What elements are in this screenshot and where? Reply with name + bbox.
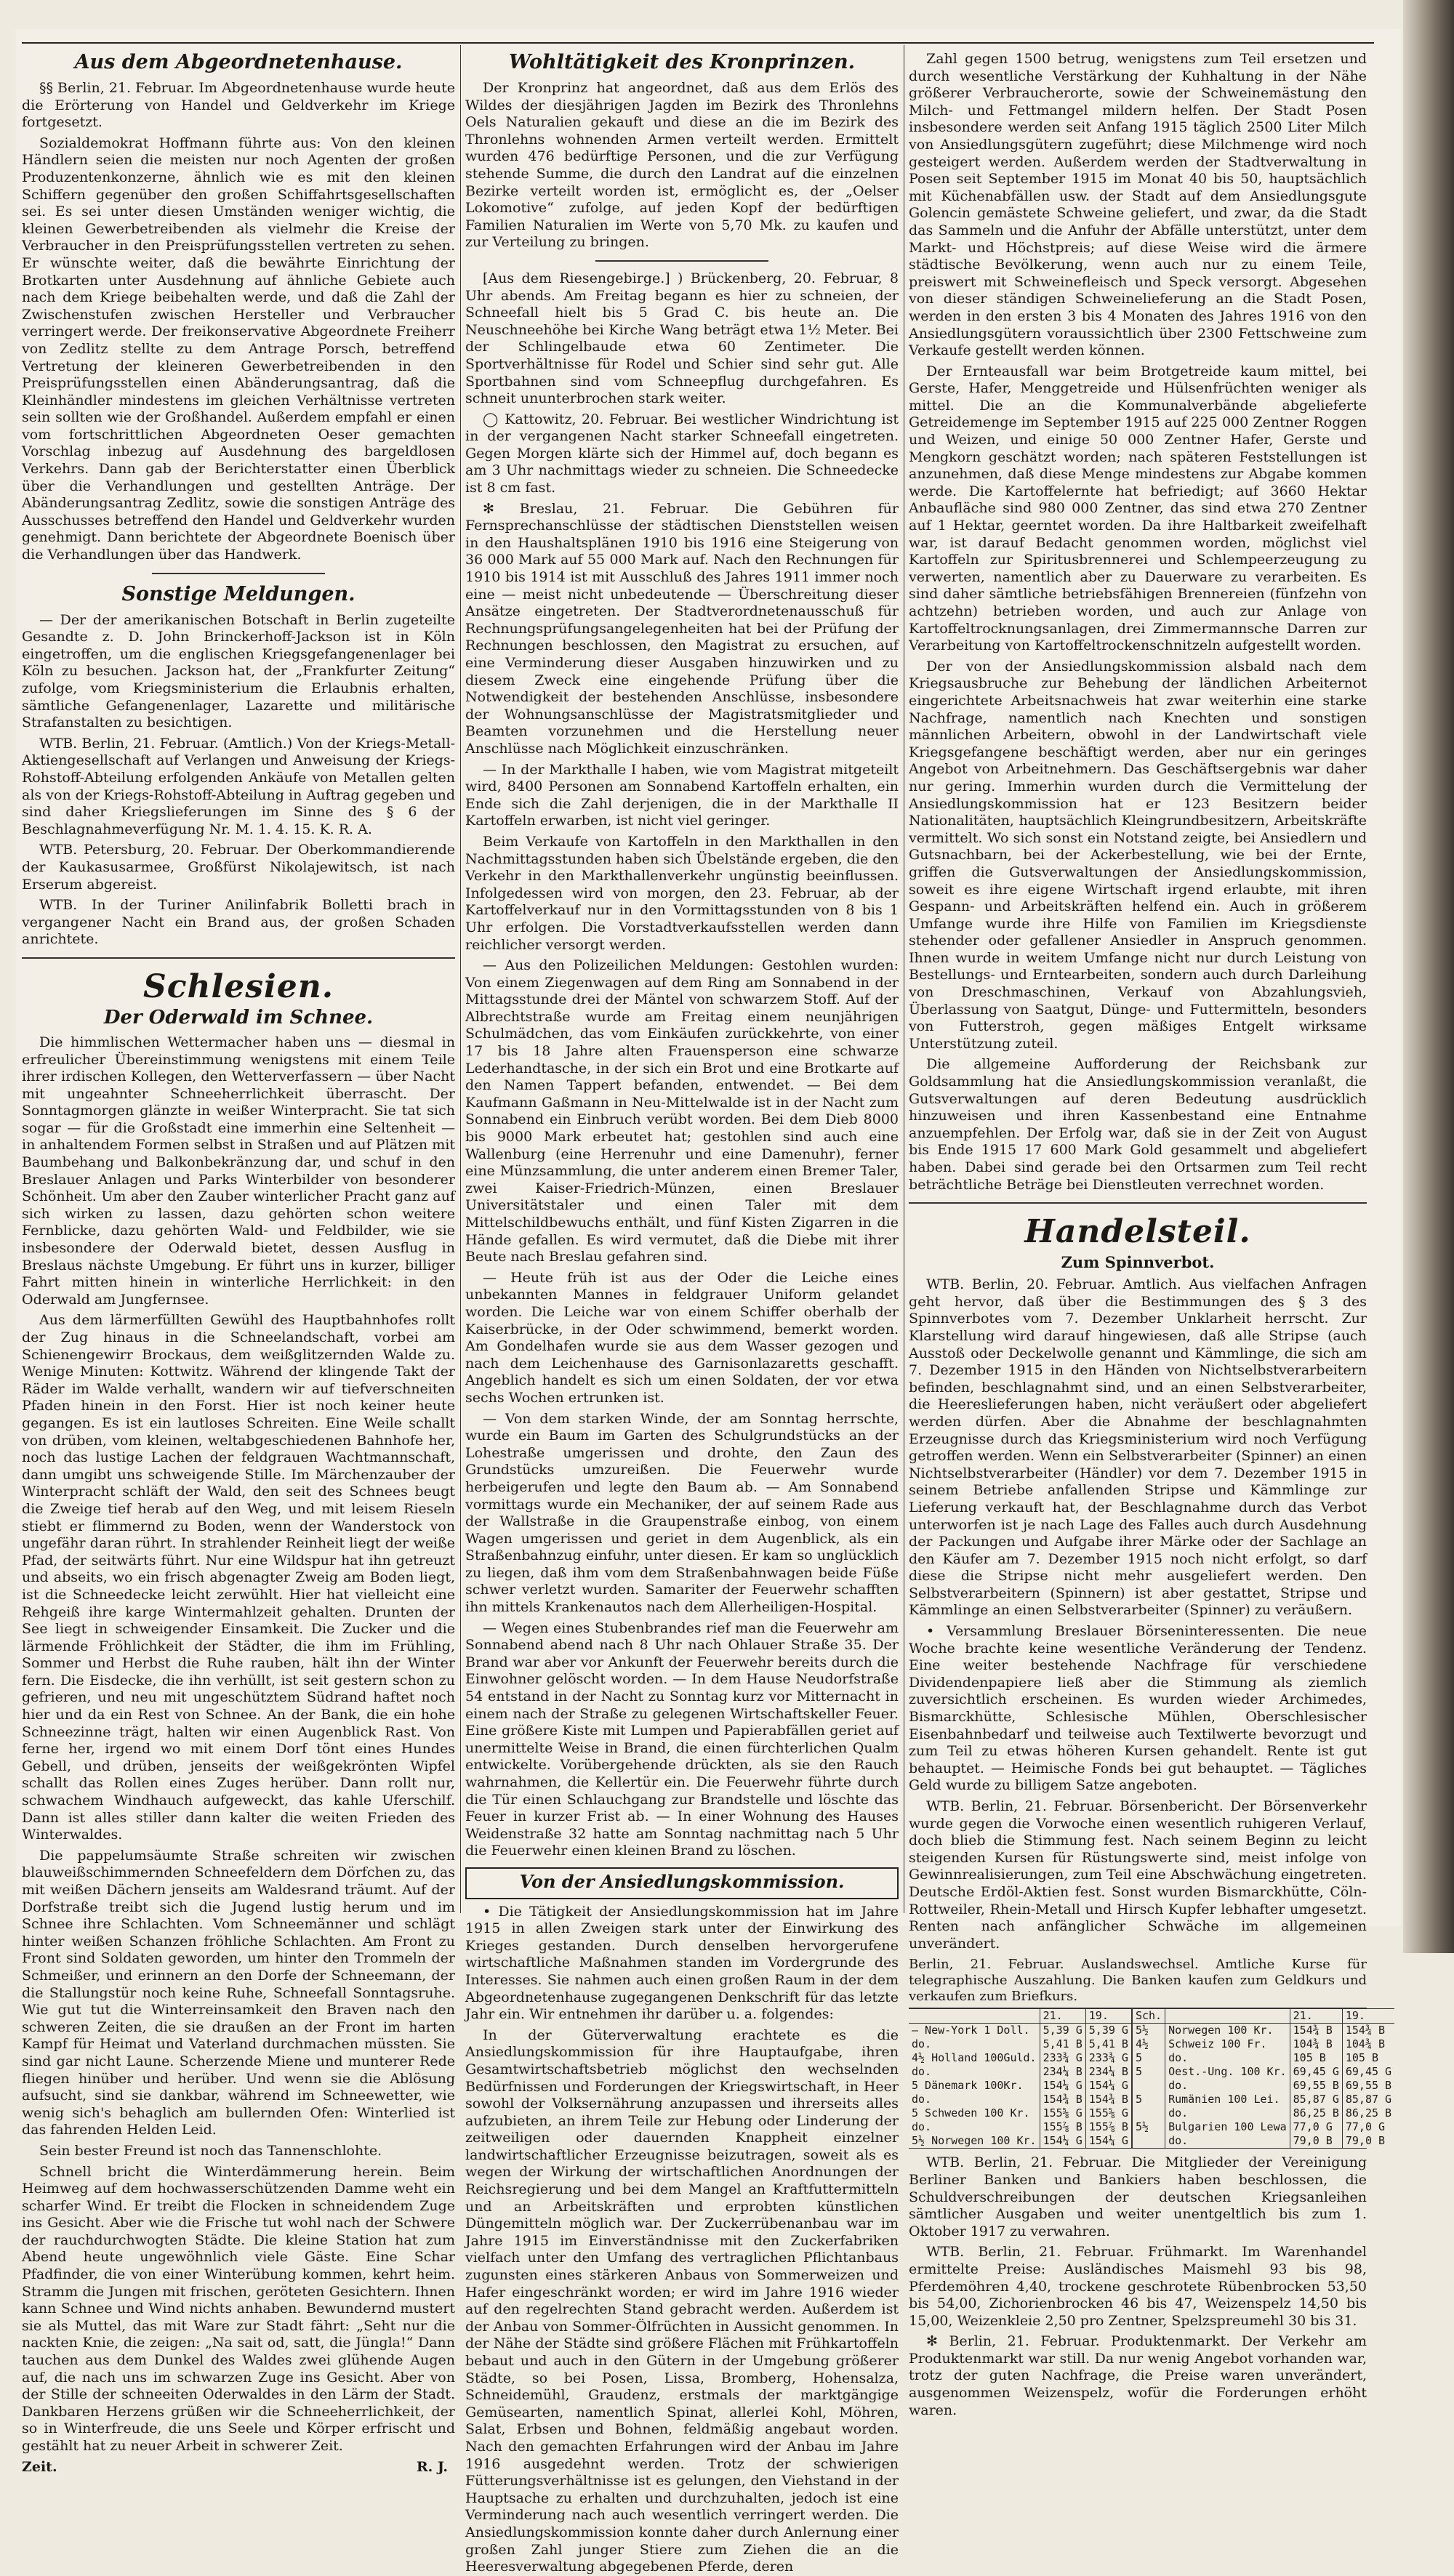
paragraph: Zahl gegen 1500 betrug, wenigstens zum Teil ersetzen und durch wesentliche Verstärkung der Kuhhaltung in der Nähe größerer Verbraucherorte, sowie der Schweinemästung den Milch- und Fettmangel mildern helfen. Der Stadt Posen insbesondere werden seit Anfang 1915 täglich 2500 Liter Milch von Ansiedlungsgütern zugeführt; diese Milchmenge wird noch gesteigert werden. Außerdem werden der Stadtverwaltung in Posen seit September 1915 im Monat 40 bis 50, hauptsächlich mit Küchenabfällen usw. der Stadt auf dem Ansiedlungsgute Golencin gemästete Schweine geliefert, und zwar, da die Stadt das Sammeln und die Anfuhr der Abfälle unterstützt, unter dem Markt- und Höchstpreis; auf diese Weise wird die ärmere städtische Bevölkerung, wenn auch nur zu einem Teile, preiswert mit Schweinefleisch und Speck versorgt. Abgesehen von dieser ständigen Schweinelieferung an die Stadt Posen, werden in den ersten 3 bis 4 Monaten des Jahres 1916 von den Ansiedlungsgütern voraussichtlich über 2300 Fettschweine zum Verkaufe gestellt werden können. [909,51,1367,359]
table-cell: 86,25 B [1342,2106,1394,2120]
table-cell: 233¾ G [1085,2051,1132,2065]
table-cell: 79,0 B [1290,2134,1342,2148]
table-cell: 154¼ G [1085,2079,1132,2093]
paragraph: [Aus dem Riesengebirge.] ) Brückenberg, 20. Februar, 8 Uhr abends. Am Freitag begann es hier zu schneien, der Schneefall hielt bis 5 Grad C. bis heute an. Die Neuschneehöhe bei Kirche Wang beträgt etwa 1½ Meter. Bei der Schlingelbaude etwa 60 Zentimeter. Die Sportverhältnisse für Rodel und Schier sind sehr gut. Alle Sportbahnen sind vom Schneepflug durchgefahren. Es schneit ununterbrochen stark weiter. [465,270,899,407]
paragraph: WTB. Petersburg, 20. Februar. Der Oberkommandierende der Kaukasusarmee, Großfürst Nikolajewitsch, ist nach Erserum abgereist. [22,842,455,893]
table-cell: 69,45 G [1342,2065,1394,2079]
article-market-reports [909,2154,1367,2419]
paragraph: WTB. Berlin, 21. Februar. Die Mitglieder der Vereinigung Berliner Banken und Bankiers haben beschlossen, die Schuldverschreibungen der deutschen Kriegsanleihen sämtlicher Ausgaben und weiter unentgeltlich bis zum 1. Oktober 1917 zu verwahren. [909,2154,1367,2239]
table-header-cell: 21. [1040,2009,1085,2024]
paragraph: Der von der Ansiedlungskommission alsbald nach dem Kriegsausbruche zur Behebung der ländlichen Arbeiternot eingerichtete Arbeitsnachweis hat zwar weiterhin eine starke Nachfrage, namentlich nach Knechten und sonstigen männlichen Arbeitern, obwohl in der Landwirtschaft viele Kriegsgefangene beschäftigt werden, aber nur ein geringes Angebot von Arbeitnehmern. Das Geschäftsergebnis war daher nur gering. Immerhin wurden durch die Vermittelung der Ansiedlungskommission hat er 123 Besitzern beider Nationalitäten, hauptsächlich Kleingrundbesitzern, Arbeitskräfte vermittelt. Wo sich sonst ein Notstand zeigte, bei Ansiedlern und Gutsnachbarn, bei der Ackerbestellung, wie bei der Ernte, griffen die Gutsverwaltungen der Ansiedlungskommission, soweit es ihre eigene Wirtschaft irgend erlaubte, mit ihren Gespann- und Arbeitskräften helfend ein. Auch in größerem Umfange wurde ihre Hilfe von Familien im Kriegsdienste stehender oder gefallener Ansiedler in Anspruch genommen. Ihnen wurde in weitem Umfange nicht nur durch Leistung von Bestellungs- und Erntearbeiten, sondern auch durch Darleihung von Dreschmaschinen, Verkauf von Abzahlungsvieh, Überlassung von Saatgut, Dünge- und Futtermitteln, besonders von Futterstroh, gegen mäßiges Entgelt wirksame Unterstützung zuteil. [909,658,1367,1052]
table-cell: 85,87 G [1290,2093,1342,2106]
paragraph: WTB. Berlin, 21. Februar. (Amtlich.) Von der Kriegs-Metall-Aktiengesellschaft auf Verlangen und Anweisung der Kriegs-Rohstoff-Abteilung erfolgenden Ankäufe von Metallen gelten als von der Kriegs-Rohstoff-Abteilung in Auftrag gegeben und sind daher Kriegslieferungen im Sinne des § 6 der Beschlagnahmeverfügung Nr. M. 1. 4. 15. K. R. A. [22,735,455,837]
article-title: Sonstige Meldungen. [121,582,356,605]
table-cell: do. [1165,2134,1290,2148]
table-cell: 155⅞ B [1040,2120,1085,2134]
divider [909,1202,1367,1204]
table-cell: 5½ Norwegen 100 Kr. [912,2134,1037,2148]
table-row [1133,2120,1394,2134]
table-row [909,2051,1132,2065]
table-cell: 4½ [1135,2037,1149,2051]
top-rule [22,42,1374,44]
table-cell: do. [1165,2106,1290,2120]
article-ansiedlung [465,1904,899,2576]
fx-table-right [1133,2008,1394,2148]
fx-table-left [909,2008,1133,2148]
table-cell: 154¾ B [1085,2093,1132,2106]
paragraph: WTB. Berlin, 21. Februar. Frühmarkt. Im Warenhandel ermittelte Preise: Ausländisches Maismehl 93 bis 98, Pferdemöhren 4,40, trockene geschrotete Rübenbrocken 53,50 bis 54,00, Zichorienbrocken 46 bis 47, Weizenspelz 14,50 bis 15,00, Weizenkleie 2,50 pro Zentner, Spelzspreumehl 30 bis 31. [909,2244,1367,2329]
paragraph: — Aus den Polizeilichen Meldungen: Gestohlen wurden: Von einem Ziegenwagen auf dem Ring am Sonnabend in der Mittagsstunde drei der Mäntel von schwarzem Stoff. Auf der Albrechtstraße wurde am Freitag einem neunjährigen Schulmädchen, das vom Einkäufen zurückkehrte, von einer 17 bis 18 Jahre alten Frauensperson eine schwarze Lederhandtasche, in der sich ein Brot und eine Brotkarte auf den Namen Tappert befanden, entwendet. — Bei dem Kaufmann Gaßmann in Neu-Mittelwalde ist in der Nacht zum Sonnabend ein Einbruch verübt worden. Bei dem Dieb 8000 bis 9000 Mark erbeutet hat; gestohlen sind auch eine Wallenburg (eine Herrenuhr und eine Damenuhr), ferner eine Münzsammlung, die unter anderem einen Bremer Taler, zwei Kaiser-Friedrich-Münzen, einen Breslauer Universitätstaler und einen Taler mit dem Mittelschildbewuchs enthält, und fünf Kisten Zigarren in die Hände gefallen. Es wird vermutet, daß die Diebe mit ihrer Beute nach Breslau gefahren sind. [465,957,899,1265]
table-cell: 77,0 G [1342,2120,1394,2134]
table-cell: 154¼ G [1040,2134,1085,2148]
paragraph: Die pappelumsäumte Straße schreiten wir zwischen blauweißschimmernden Schneefeldern dem Dörfchen zu, das mit weißen Dächern jenseits am Waldesrand träumt. Auf der Dorfstraße treibt sich die Jugend lustig herum und im Schnee ihre Schlachten. Vom Schneemänner und schlägt hinter weißen Schanzen fröhliche Schlachten. Am Front zu Front sind Soldaten geworden, um hinter den Trommeln der Schmeißer, und erinnern an den Dorfe der Schneemann, der die Stallungstür noch keine Ruhe, Schneefall Sonntagsruhe. Wie gut tut die Winterreinsamkeit den Braven nach den schweren Zeiten, die sie draußen an der Front im harten Kampf für Heimat und Vaterland durchmachen müssten. Sie sind gar nicht Laune. Scherzende Miene und munterer Rede fliegen hinüber und herüber. Und wenn sie die Ablösung aufsucht, sind sie dankbar, während im Schneewetter, wie wenig sich's behaglich am bullernden Ofen: Winterlied ist das fahrenden Helden Leid. [22,1847,455,2138]
table-cell: 5,39 G [1040,2024,1085,2038]
table-cell: 154¾ B [1290,2024,1342,2038]
article-kronprinz [465,51,899,251]
table-cell: 5 [1135,2093,1142,2106]
paragraph: Der Ernteausfall war beim Brotgetreide kaum mittel, bei Gerste, Hafer, Menggetreide und Hülsenfrüchten weniger als mittel. Die an die Kommunalverbände abgelieferte Getreidemenge im September 1915 auf 225 000 Zentner Roggen und Weizen, und einige 50 000 Zentner Hafer, Gerste und Mengkorn geschätzt worden; nach späteren Feststellungen ist anzunehmen, daß diese Menge mindestens zur Abgabe kommen werde. Die Kartoffelernte hat befriedigt; auf 3660 Hektar Anbaufläche sind 980 000 Zentner, das sind etwa 270 Zentner auf 1 Hektar, geerntet worden. Da ihre Haltbarkeit zweifelhaft war, ist darauf Bedacht genommen worden, möglichst viel Kartoffeln zur Spiritusbrennerei und Schlempeerzeugung zu verwerten, namentlich aber zu Dauerware zu verarbeiten. Es sind daher sämtliche betriebsfähigen Brennereien (fünfzehn von achtzehn) betrieben worden, und auch zur Anlage von Kartoffeltrocknungsanlagen, drei Zimmermannsche Darren zur Verarbeitung von Kartoffeltrockenschnitzeln aufgestellt worden. [909,363,1367,654]
table-cell: 5 [1135,2051,1142,2065]
paragraph: WTB. In der Turiner Anilinfabrik Bolletti brach in vergangener Nacht ein Brand aus, der großen Schaden anrichtete. [22,897,455,948]
table-row [1133,2065,1394,2079]
ansiedlung-box [465,1867,899,1899]
table-cell: 154¼ G [1040,2079,1085,2093]
table-cell: 5½ [1135,2120,1149,2134]
article-abgeordnetenhaus [22,51,455,564]
column-rule [460,45,461,1913]
table-cell: 5,41 B [1085,2037,1132,2051]
paragraph: Der Kronprinz hat angeordnet, daß aus dem Erlös des Wildes der diesjährigen Jagden im Bezirk des Thronlehns Oels Naturalien gekauft und diese an die im Bezirk des Thronlehns wohnenden Armen verteilt werden. Ermittelt wurden 476 bedürftige Personen, und die zur Verfügung stehende Summe, die durch den Landrat auf die einzelnen Bezirke verteilt worden ist, ermöglicht es, der „Oelser Lokomotive“ zufolge, auf jeden Kopf der bedürftigen Familien Naturalien im Werte von 5,70 Mk. zu kaufen und zur Verteilung zu bringen. [465,80,899,251]
table-cell: do. [912,2093,932,2106]
paragraph: §§ Berlin, 21. Februar. Im Abgeordnetenhause wurde heute die Erörterung von Handel und Geldverkehr im Kriege fortgesetzt. [22,80,455,131]
table-cell: do. [1165,2079,1290,2093]
table-cell: 5,41 B [1040,2037,1085,2051]
table-row [1133,2093,1394,2106]
table-cell: 234¼ B [1040,2065,1085,2079]
table-cell: 154¾ B [1342,2024,1394,2038]
table-row [909,2037,1132,2051]
table-cell: 77,0 G [1290,2120,1342,2134]
closing-word: Zeit. [22,2458,57,2475]
fx-table-title: Berlin, 21. Februar. Auslandswechsel. Amtliche Kurse für telegraphische Auszahlung. Die Banken kaufen zum Geldkurs und verkaufen zum Briefkurs. [909,1957,1367,2005]
table-header-cell: 21. [1290,2009,1342,2024]
paragraph: Beim Verkaufe von Kartoffeln in den Markthallen in den Nachmittagsstunden haben sich Übelstände ergeben, die den Verkehr in den Markthallenverkehr ungünstig beeinflussen. Infolgedessen wird von morgen, den 23. Februar, ab der Kartoffelverkauf nur in den Vormittagsstunden von 8 bis 1 Uhr erfolgen. Die Vorstadtverkaufsstellen werden dann reichlicher versorgt werden. [465,833,899,953]
section-heading: Handelsteil. [1024,1213,1251,1251]
section-handelsteil [909,1214,1367,1952]
table-row [909,2024,1132,2038]
table-cell: 5 Schweden 100 Kr. [912,2106,1030,2120]
table-cell: 154¼ G [1085,2134,1132,2148]
table-row [909,2120,1132,2134]
column-1 [22,51,455,2475]
table-cell: 104¾ B [1290,2037,1342,2051]
table-cell: 105 B [1290,2051,1342,2065]
paragraph: In der Güterverwaltung erachtete es die Ansiedlungskommission für ihre Hauptaufgabe, ihren Gesamtwirtschaftsbetrieb möglichst den wechselnden Bedürfnissen und Forderungen der Kriegswirtschaft, in Heer sowohl der Volksernährung anzupassen und ihrerseits alles aufzubieten, an ihrem Teile zur Hebung oder Linderung der zeitweiligen oder dauernden Knappheit einzelner landwirtschaftlicher Erzeugnisse beizutragen, soweit als es wegen der Wirkung der wirtschaftlichen Anordnungen der Reichsregierung und bei dem Mangel an Kraftfuttermitteln und an Arbeitskräften und erprobten künstlichen Düngemitteln möglich war. Der Zuckerrübenanbau war im Jahre 1915 im Einverständnisse mit den Zuckerfabriken vielfach unter den Umfang des vertraglichen Pflichtanbaus zugunsten eines stärkeren Anbaus von Sommerweizen und Hafer eingeschränkt worden; er wird im Jahre 1916 wieder auf den regelrechten Stand gebracht werden. Außerdem ist der Anbau von Sommer-Ölfrüchten in Aussicht genommen. In der Nähe der Städte sind größere Flächen mit Frühkartoffeln bebaut und auch in den Gütern in der Umgebung größerer Städte, so bei Posen, Lissa, Bromberg, Hohensalza, Schneidemühl, Graudenz, erstmals der marktgängige Gemüsearten, namentlich Spinat, allerlei Kohl, Möhren, Salat, Erbsen und Bohnen, feldmäßig angebaut worden. Nach den gemachten Erfahrungen wird der Anbau im Jahre 1916 ausgedehnt werden. Trotz der schwierigen Fütterungsverhältnisse ist es gelungen, den Viehstand in der Hauptsache zu erhalten und durchzuhalten, jedoch ist eine Verminderung nach auch wesentlich verringert werden. Die Ansiedlungskommission konnte daher durch Anlernung einer großen Zahl junger Stiere zum Ziehen die an die Heeresverwaltung abgegebenen Pferde, deren [465,2026,899,2575]
table-cell: Schweiz 100 Fr. [1165,2037,1290,2051]
table-row [1133,2024,1394,2038]
table-cell: do. [1165,2051,1290,2065]
table-row [1133,2037,1394,2051]
paragraph: — Der der amerikanischen Botschaft in Berlin zugeteilte Gesandte z. D. John Brinckerhoff-Jackson ist in Köln eingetroffen, um die englischen Kriegsgefangenenlager bei Köln zu besuchen. Jackson hat, der „Frankfurter Zeitung“ zufolge, vom Kriegsministerium die Erlaubnis erhalten, sämtliche Gefangenenlager, Lazarette und militärische Strafanstalten zu besichtigen. [22,611,455,731]
table-header-row [1133,2009,1394,2024]
table-cell: do. [912,2065,932,2079]
article-local-news [465,270,899,1860]
author-signature: R. J. [416,2458,448,2475]
table-cell: 105 B [1342,2051,1394,2065]
paragraph: — Heute früh ist aus der Oder die Leiche eines unbekannten Mannes in feldgrauer Uniform gelandet worden. Die Leiche war von einem Schiffer oberhalb der Kaiserbrücke, in der Oder schwimmend, bemerkt worden. Am Gondelhafen wurde sie aus dem Wasser gezogen und nach dem Leichenhause des Garnisonlazaretts geschafft. Angeblich handelt es sich um einen Soldaten, der vor etwa sechs Wochen ertrunken ist. [465,1269,899,1406]
paragraph: ✻ Berlin, 21. Februar. Produktenmarkt. Der Verkehr am Produktenmarkt war still. Da nur wenig Angebot vorhanden war, trotz der guten Nachfrage, die Preise waren unverändert, ausgenommen Weizenspelz, wofür die Forderungen erhöht waren. [909,2333,1367,2418]
table-cell: 5½ [1135,2024,1149,2037]
table-cell: 154¾ B [1040,2093,1085,2106]
table-cell: 155⅝ G [1040,2106,1085,2120]
paragraph: WTB. Berlin, 21. Februar. Börsenbericht. Der Börsenverkehr wurde gegen die Vorwoche einen wesentlich ruhigeren Verlauf, doch blieb die Stimmung fest. Nach seinem Beginn zu leicht steigenden Kursen für Rüstungswerte sind, meist infolge von Gewinnrealisierungen, zum Teil eine Abschwächung eingetreten. Deutsche Erdöl-Aktien fest. Sonst wurden Bismarckhütte, Cöln-Rottweiler, Rhein-Metall und Hirsch Kupfer lebhafter umgesetzt. Renten nach anfänglicher Schwäche im allgemeinen unverändert. [909,1798,1367,1952]
table-cell: 79,0 B [1342,2134,1394,2148]
table-row [909,2134,1132,2148]
table-header-cell: 19. [1085,2009,1132,2024]
article-title: Wohltätigkeit des Kronprinzen. [508,51,856,73]
paragraph: • Versammlung Breslauer Börseninteressenten. Die neue Woche brachte keine wesentliche Veränderung der Tendenz. Eine weiter bestehende Nachfrage für verschiedene Dividendenpapiere ließ aber die Stimmung als ziemlich zuversichtlich erscheinen. Es wurden wieder Archimedes, Bismarckhütte, Schlesische Mühlen, Oberschlesischer Eisenbahnbedarf und teilweise auch Textilwerte bevorzugt und zum Teil zu etwas höheren Kursen gehandelt. Rente ist gut behauptet. — Heimische Fonds bei gut behauptet. — Tägliches Geld wurde zu billigem Satze angeboten. [909,1623,1367,1794]
article-subtitle: Zum Spinnverbot. [1061,1253,1215,1272]
paragraph: — Von dem starken Winde, der am Sonntag herrschte, wurde ein Baum im Garten des Schulgrundstücks an der Lohestraße umgerissen und drohte, den Zaun des Grundstücks umzureißen. Die Feuerwehr wurde herbeigerufen und legte den Baum ab. — Am Sonnabend vormittags wurde ein Mechaniker, der auf seinem Rade aus der Wallstraße in die Graupenstraße einbog, von einem Wagen umgerissen und geriet in dem Augenblick, als ein Straßenbahnzug einfuhr, unter diesen. Er kam so unglücklich zu liegen, daß ihm vom dem Straßenbahnwagen beide Füße schwer verletzt wurden. Samariter der Feuerwehr schafften ihn mittels Krankenautos nach dem Allerheiligen-Hospital. [465,1410,899,1616]
paragraph: Sozialdemokrat Hoffmann führte aus: Von den kleinen Händlern seien die meisten nur noch Agenten der großen Produzentenkonzerne, ähnlich wie es mit den kleinen Schiffern gegenüber den großen Schiffahrtsgesellschaften sei. Es sei unter diesen Umständen weniger wichtig, die kleinen Gewerbetreibenden als vielmehr die Kreise der Verbraucher in den Preisprüfungsstellen vertreten zu sehen. Er wünschte weiter, daß die bewährte Einrichtung der Brotkarten unter Ausdehnung auf ähnliche Gebiete auch nach dem Kriege beibehalten werde, und daß die Zahl der Zwischenstufen zwischen Hersteller und Verbraucher verringert werde. Der freikonservative Abgeordnete Freiherr von Zedlitz stellte zu dem Antrage Porsch, betreffend Vertretung der kleineren Gewerbetreibenden in den Preisprüfungsstellen einen Abänderungsantrag, daß die Kleinhändler mindestens im gleichen Verhältnisse vertreten sein sollten wie der Großhandel. Außerdem empfahl er einen vom fortschrittlichen Abgeordneten Oeser gemachten Vorschlag inbezug auf Ausdehnung des bargeldlosen Verkehrs. Dann gab der Berichterstatter einen Überblick über die Verhandlungen und gestellten Anträge. Der Abänderungsantrag Zedlitz, sowie die sonstigen Anträge des Ausschusses betreffend den Handel und Geldverkehr wurden genehmigt. Dann berichtete der Abgeordnete Boenisch über die Verhandlungen über das Handwerk. [22,134,455,563]
table-header-cell [909,2009,1040,2024]
table-cell: 233¾ G [1040,2051,1085,2065]
table-cell: do. [912,2120,932,2134]
table-cell: 5 Dänemark 100Kr. [912,2079,1024,2093]
table-header-cell: Sch. [1133,2009,1165,2024]
paragraph: Schnell bricht die Winterdämmerung herein. Beim Heimweg auf dem hochwasserschützenden Damme weht ein scharfer Wind. Er treibt die Flocken in schneidendem Zuge ins Gesicht. Aber wie die Frische tut wohl nach der Schwere der rauchdurchwogten Städte. Die kleine Station hat zum Abend heute ungewöhnlich viele Gäste. Eine Schar Pfadfinder, die von einer Winterübung kommen, kehrt heim. Stramm die Jungen mit frischen, geröteten Gesichtern. Ihnen kann Schnee und Wind nichts anhaben. Bewundernd mustert sie als Muttel, das mit Ware zur Stadt fährt: „Seht nur die nackten Knie, die zeigen: „Na sait od, satt, die Jüngla!“ Dann tauchen aus dem Dunkel des Waldes zwei glühende Augen auf, die nach uns im schwarzen Zuge ins Gesicht. Aber von der Stille der schneeiten Oderwaldes in den Lärm der Stadt. Dankbaren Herzens grüßen wir die Schneeherrlichkeit, der so in Winterfreude, die uns Seele und Körper erfrischt und gestählt hat zu neuer Arbeit in schwerer Zeit. [22,2163,455,2454]
table-cell: Rumänien 100 Lei. [1165,2093,1290,2106]
table-cell: Norwegen 100 Kr. [1165,2024,1290,2038]
table-cell: 85,87 G [1342,2093,1394,2106]
article-meldungen [22,583,455,949]
table-row [909,2093,1132,2106]
divider [22,957,455,959]
section-heading: Schlesien. [142,967,334,1005]
table-cell: — New-York 1 Doll. [912,2024,1030,2037]
table-row [1133,2106,1394,2120]
table-cell: 5,39 G [1085,2024,1132,2038]
paragraph: Die allgemeine Aufforderung der Reichsbank zur Goldsammlung hat die Ansiedlungskommission veranlaßt, die Gutsverwaltungen auf deren Bedeutung ausdrücklich hinzuweisen und ihren Kassenbestand eine Entnahme anzuempfehlen. Der Erfolg war, daß sie in der Zeit von August bis Ende 1915 17 600 Mark Gold gesammelt und abgeliefert haben. Dabei sind gerade bei den Ortsarmen zum Teil recht beträchtliche Beträge bei Dienstleuten verrechnet worden. [909,1056,1367,1193]
table-cell: 155⅞ B [1085,2120,1132,2134]
paragraph: Sein bester Freund ist noch das Tannenschlohte. [39,2142,382,2159]
article-title: Aus dem Abgeordnetenhause. [74,51,403,73]
column-3 [909,51,1392,2418]
divider [595,260,768,262]
article-subtitle: Der Oderwald im Schnee. [103,1006,374,1029]
paragraph: ◯ Kattowitz, 20. Februar. Bei westlicher Windrichtung ist in der vergangenen Nacht starker Schneefall eingetreten. Gegen Morgen klärte sich der Himmel auf, doch begann es am 3 Uhr nachmittags wieder zu schneien. Die Schneedecke ist 8 cm fast. [465,411,899,496]
table-cell: Bulgarien 100 Lewa [1165,2120,1290,2134]
table-cell: 69,55 B [1290,2079,1342,2093]
table-cell [1133,2079,1165,2093]
table-row [1133,2051,1394,2065]
signature-line [22,2459,455,2476]
book-binding-edge [1403,0,1454,1953]
table-header-cell [1165,2009,1290,2024]
table-row [909,2065,1132,2079]
article-title: Von der Ansiedlungskommission. [519,1870,845,1892]
divider [152,573,325,574]
article-ansiedlung-continued [909,51,1367,1194]
paragraph: — In der Markthalle I haben, wie vom Magistrat mitgeteilt wird, 8400 Personen am Sonnabend Kartoffeln erhalten, ein Ende sich die Zahl derjenigen, die in der Markthalle II Kartoffeln erwarben, ist nicht viel geringer. [465,761,899,829]
paragraph: Die himmlischen Wettermacher haben uns — diesmal in erfreulicher Übereinstimmung wenigstens mit einem Teile ihrer irdischen Kollegen, den Wetterverfassern — über Nacht mit ungeahnter Schneeherrlichkeit überrascht. Der Sonntagmorgen glänzte in weißer Winterpracht. Sie tat sich sogar — für die Großstadt eine immerhin eine Seltenheit — in anhaltendem Formen selbst in Straßen und auf Plätzen mit Baumbehang und Balkonbekränzung dar, und schuf in den Breslauer Anlagen und Parks Winterbilder von besonderer Schönheit. Um aber den Zauber winterlicher Pracht ganz auf sich wirken zu lassen, dazu gehörten schon weitere Fernblicke, dazu gehörten Wald- und Feldbilder, wie sie insbesondere der Oderwald bietet, dessen Ausflug in Breslaus nächste Umgebung. Er führt uns in kurzer, billiger Fahrt mitten hinein in winterliche Herrlichkeit: in den Oderwald am Jungfernsee. [22,1034,455,1308]
table-row [909,2106,1132,2120]
table-row [1133,2134,1394,2148]
table-cell: 234¼ B [1085,2065,1132,2079]
table-cell: 86,25 B [1290,2106,1342,2120]
table-header-row [909,2009,1132,2024]
column-2 [465,51,899,2575]
fx-table [909,2008,1392,2149]
table-cell [1133,2134,1165,2148]
table-row [909,2079,1132,2093]
section-schlesien [22,969,455,2476]
paragraph: WTB. Berlin, 20. Februar. Amtlich. Aus vielfachen Anfragen geht hervor, daß über die Bestimmungen des § 3 des Spinnverbotes vom 7. Dezember Unklarheit herrscht. Zur Klarstellung wird darauf hingewiesen, daß alle Stripse (auch Ausstoß oder Deckelwolle genannt und Kämmlinge, die sich am 7. Dezember 1915 in den Händen von Nichtselbstverarbeitern befinden, beschlagnahmt sind, und an einen Selbstverarbeiter, die Heereslieferungen haben, nicht veräußert oder abgeliefert werden dürfen. Aber die Abnahme der beschlagnahmten Erzeugnisse durch das Kriegsministerium wird noch Verfügung getroffen werden. Wenn ein Selbstverarbeiter (Spinner) an einen Nichtselbstverarbeiter (Händler) vor dem 7. Dezember 1915 in seinem Betriebe anfallenden Stripse und Kämmlinge zur Lieferung verkauft hat, der Beschlagnahme durch das Verbot unterworfen ist je nach Lage des Falles auch durch Ausdehnung der Packungen und Aufgabe ihrer Märke oder der Sachlage an den Käufer am 7. Dezember 1915 noch nicht erfolgt, so darf diese die Stripse nicht mehr ausgeliefert werden. Den Selbstverarbeitern (Spinnern) ist aber gestattet, Stripse und Kämmlinge an einen Selbstverarbeiter (Spinner) zu veräußern. [909,1276,1367,1619]
table-cell: 69,45 G [1290,2065,1342,2079]
paragraph: Aus dem lärmerfüllten Gewühl des Hauptbahnhofes rollt der Zug hinaus in die Schneelandschaft, vorbei am Schienengewirr Brockaus, dem weißglitzernden Walde zu. Wenige Minuten: Kottwitz. Während der klingende Takt der Räder im Walde verhallt, wandern wir auf tiefverschneiten Pfaden hinein in den Forst. Hier ist noch keiner heute gegangen. Es ist ein lautloses Schreiten. Eine Weile schallt von drüben, vom kleinen, weltabgeschiedenen Bahnhofe her, noch das lustige Lachen der feldgrauen Wachtmannschaft, dann umgibt uns schweigende Stille. Im Märchenzauber der Winterpracht schläft der Wald, den seit des Schnees beugt die Zweige tief herab auf den Weg, und mit leisem Rieseln stiebt er flimmernd zu Boden, wenn der Wanderstock von ungefähr daran rührt. In strahlender Reinheit liegt der weiße Pfad, der seitwärts führt. Nur eine Wildspur hat ihn getreuzt und abseits, wo ein frisch abgenagter Zweig am Boden liegt, ist die Schneedecke leicht zerwühlt. Hier hat vielleicht eine Rehgeiß ihre karge Wintermahlzeit gehalten. Drunten der See liegt in schweigender Einsamkeit. Die Zucker und die lärmende Fröhlichkeit der Städter, die ihm im Frühling, Sommer und Herbst die Ruhe rauben, hält ihn der Winter fern. Die Eisdecke, die ihn verhüllt, ist seit gestern schon zu gefrieren, und neu mit ungeschütztem Südrand haftet noch hier und da ein Rest von Schnee. An der Bank, die ein hohe Schneezinne trägt, halten wir einen Augenblick Rast. Von ferne her, irgend wo mit einem Dorf tönt eines Hundes Gebell, und drüben, jenseits der weißgekrönten Wipfel schallt das Rollen eines Zuges herüber. Dann rollt nur, schwachem Windhauch aufgeweckt, das kahle Uferschilf. Dann ist alles stiller dann kalter die weiten Frieden des Winterwaldes. [22,1312,455,1843]
paragraph: — Wegen eines Stubenbrandes rief man die Feuerwehr am Sonnabend abend nach 8 Uhr nach Ohlauer Straße 35. Der Brand war aber vor Ankunft der Feuerwehr bereits durch die Einwohner gelöscht worden. — In dem Hause Neudorfstraße 54 entstand in der Nacht zu Sonntag kurz vor Mitternacht in einem nach der Straße zu gelegenen Wirtschaftskeller Feuer. Eine größere Kiste mit Lumpen und Papierabfällen geriet auf unermittelte Weise in Brand, die einen fürchterlichen Qualm entwickelte. Vorübergehende drückten, als sie den Rauch wahrnahmen, die Kellertür ein. Die Feuerwehr führte durch die Tür einen Schlauchgang zur Brandstelle und löschte das Feuer in kurzer Frist ab. — In einer Wohnung des Hauses Weidenstraße 32 hatte am Sonntag nachmittag nach 5 Uhr die Feuerwehr einen kleinen Brand zu löschen. [465,1619,899,1859]
table-header-cell: 19. [1342,2009,1394,2024]
table-cell: 5 [1135,2065,1142,2079]
table-cell: Oest.-Ung. 100 Kr. [1165,2065,1290,2079]
table-cell [1133,2106,1165,2120]
table-cell: 104¾ B [1342,2037,1394,2051]
paragraph: • Die Tätigkeit der Ansiedlungskommission hat im Jahre 1915 in allen Zweigen stark unter der Einwirkung des Krieges gestanden. Durch denselben hervorgerufene wirtschaftliche Maßnahmen standen im Vordergrunde des Interesses. Sie nahmen auch einen großen Raum in der dem Abgeordnetenhause zugegangenen Denkschrift für das letzte Jahr ein. Wir entnehmen ihr darüber u. a. folgendes: [465,1903,899,2023]
table-cell: 4½ Holland 100Guld. [912,2051,1037,2065]
table-cell: 69,55 B [1342,2079,1394,2093]
table-cell: do. [912,2037,932,2051]
paragraph: ✻ Breslau, 21. Februar. Die Gebühren für Fernsprechanschlüsse der städtischen Dienststellen weisen in den Haushaltsplänen 1910 bis 1916 eine Steigerung von 36 000 Mark auf 55 000 Mark auf. Nach den Rechnungen für 1910 bis 1914 ist mit Ausschluß des Jahres 1911 immer noch eine — meist nicht unbedeutende — Überschreitung dieser Ansätze eingetreten. Der Stadtverordnetenausschuß für Rechnungsprüfungsangelegenheiten hat bei der Prüfung der Rechnungen beschlossen, den Magistrat zu ersuchen, auf eine Verminderung dieser Ausgaben hinzuwirken und zu diesem Zweck eine eingehende Prüfung über die Notwendigkeit der bestehenden Anschlüsse, insbesondere der Wohnungsanschlüsse der Magistratsmitglieder und Beamten vorzunehmen und die Herstellung neuer Anschlüsse nach Möglichkeit einzuschränken. [465,500,899,757]
table-row [1133,2079,1394,2093]
table-cell: 155⅝ G [1085,2106,1132,2120]
